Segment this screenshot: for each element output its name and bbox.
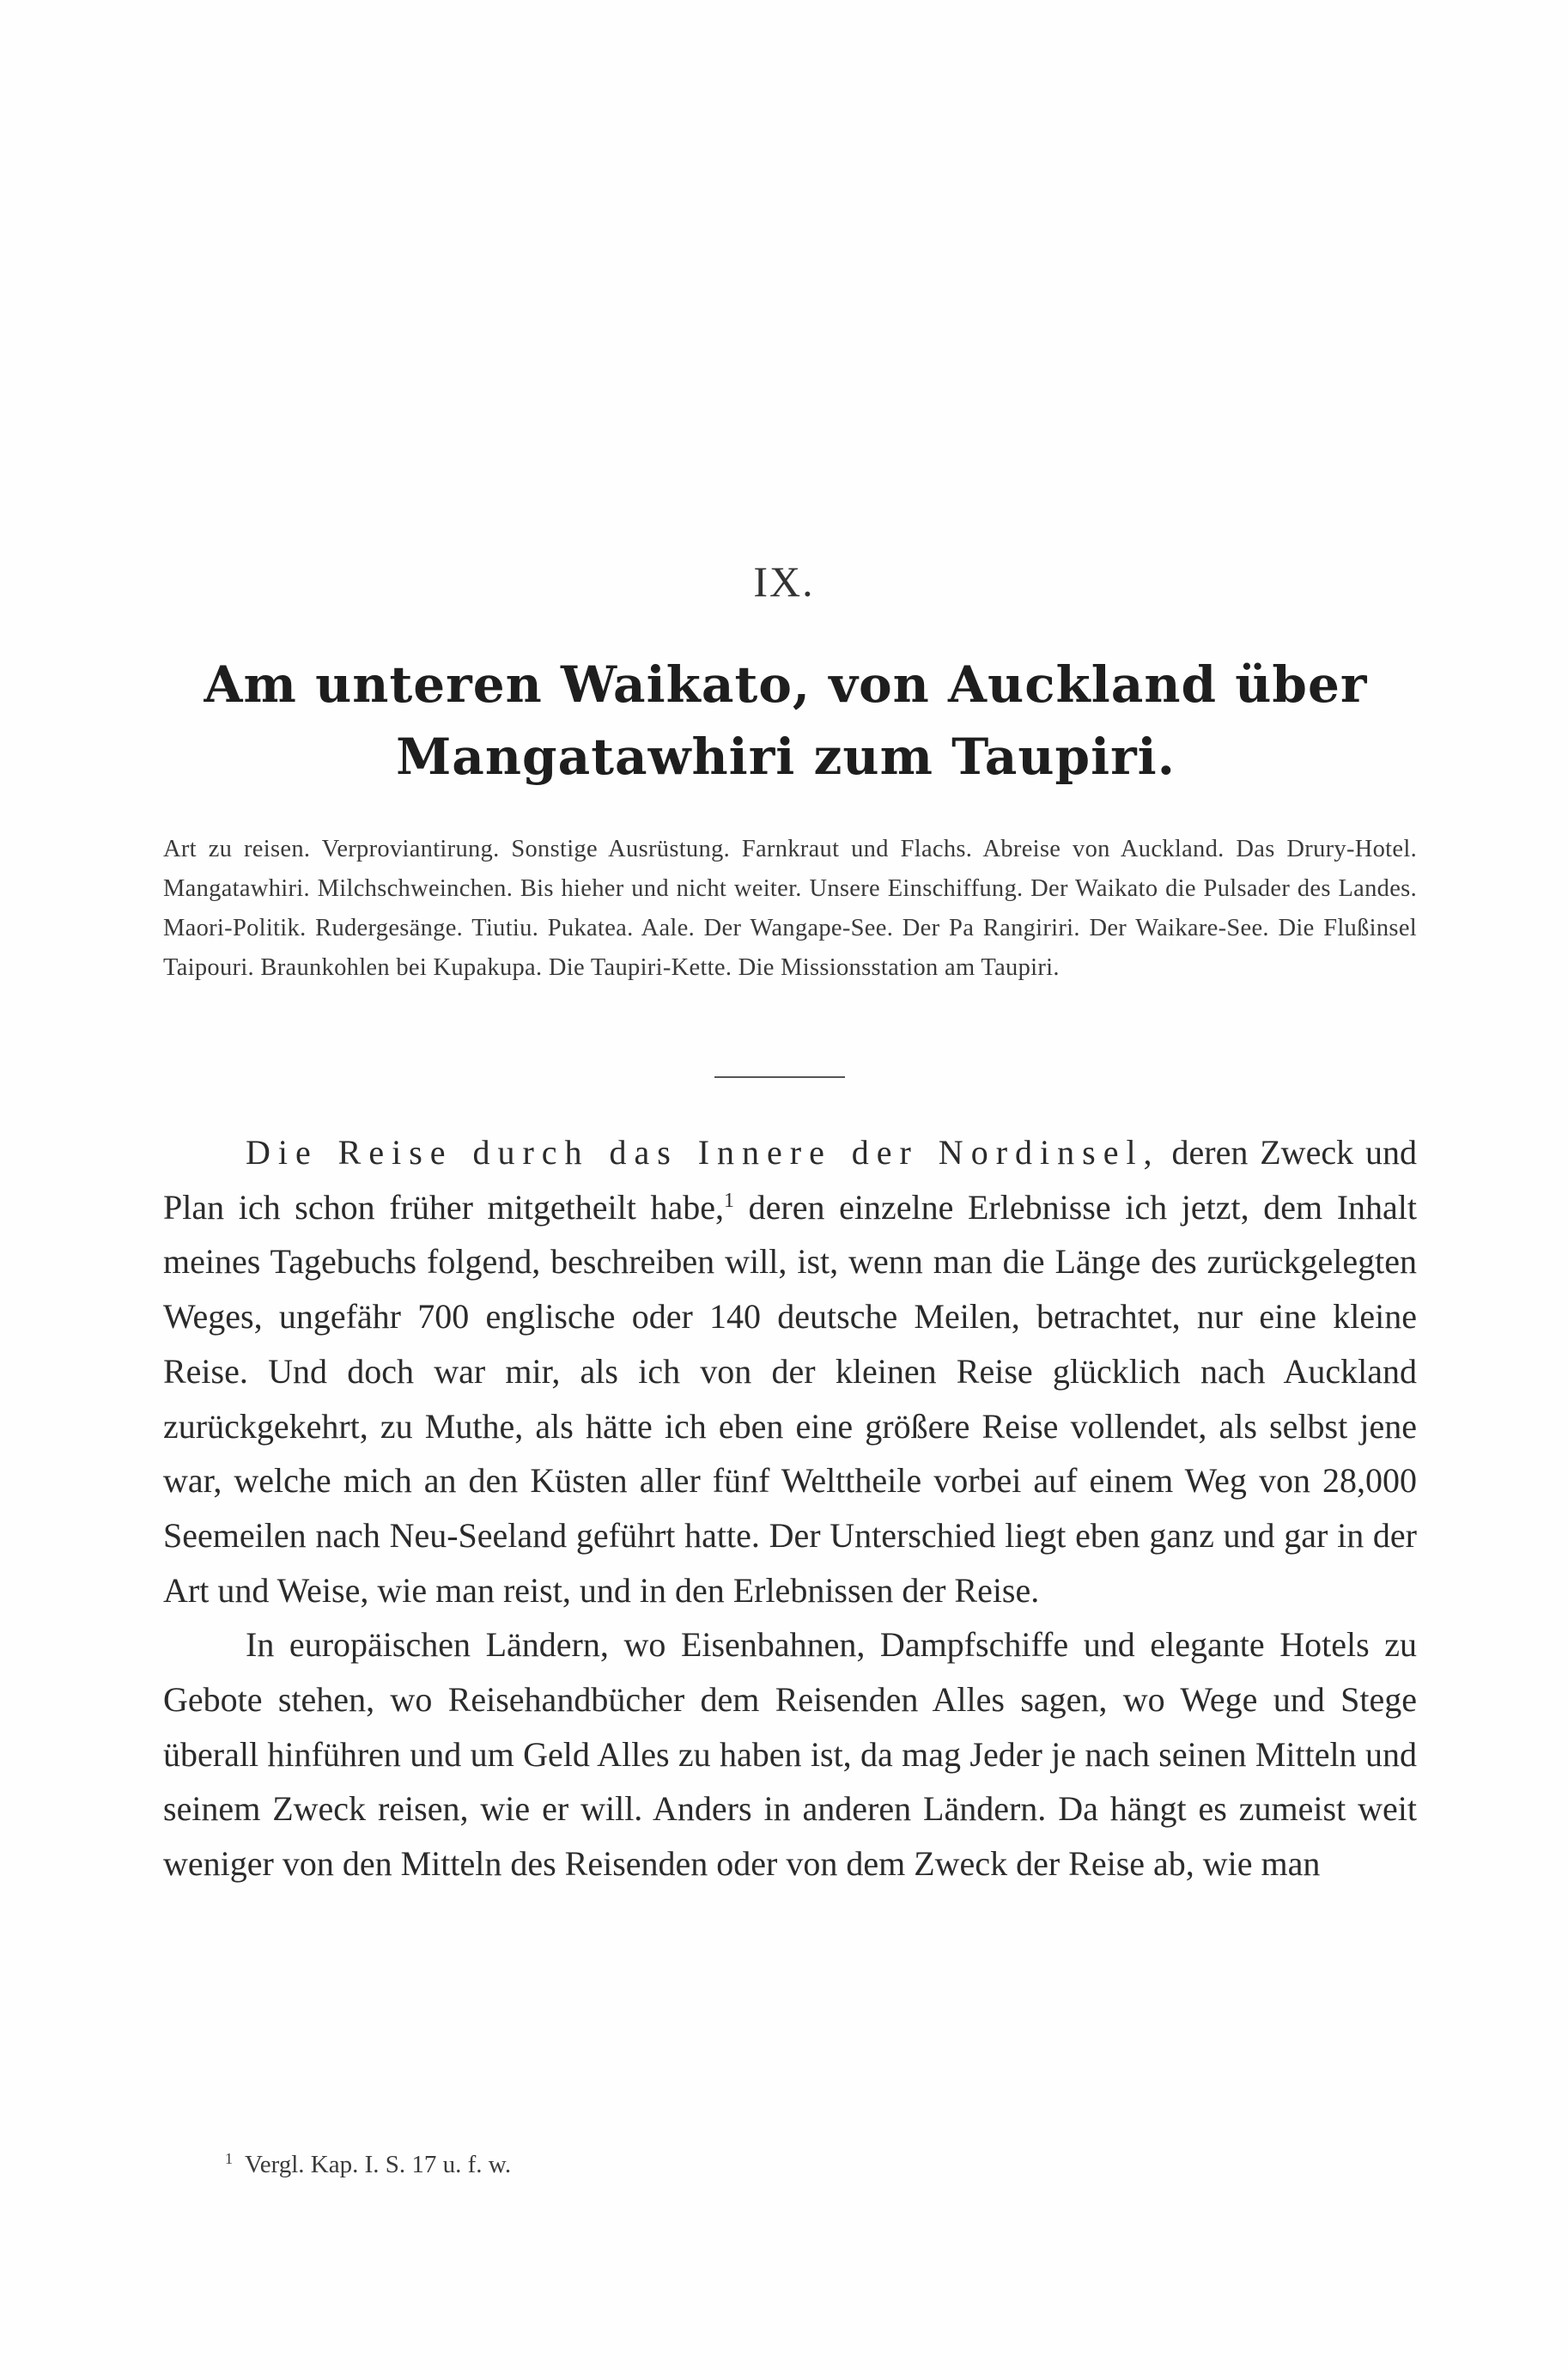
footnote (225, 2147, 1419, 2182)
paragraph-1-text-a: deren Zweck und Plan ich schon früher mitgetheilt habe, (163, 1133, 1418, 1227)
paragraph-2: In europäischen Ländern, wo Eisenbahnen, Dampfschiffe und elegante Hotels zu Gebote stehen, wo Reisehandbücher dem Reisenden Alles sagen, wo Wege und Stege überall hinführen und um Geld Alles zu haben ist, da mag Jeder je nach seinen Mitteln und seinem Zweck reisen, wie er will. Anders in anderen Ländern. Da hängt es zumeist weit weniger von den Mitteln des Reisenden oder von dem Zweck der Reise ab, wie man (163, 1625, 1417, 1884)
paragraph-1 (163, 1125, 1417, 1617)
footnote-mark: 1 (225, 2150, 233, 2167)
footnote-reference: 1 (724, 1189, 734, 1212)
paragraph-1-text-b: deren einzelne Erlebnisse ich jetzt, dem Inhalt meines Tagebuchs folgend, beschreiben will, ist, wenn man die Länge des zurückgelegten Weges, ungefähr 700 englische oder 140 deutsche Meilen, betrachtet, nur eine kleine Reise. Und doch war mir, als ich von der kleinen Reise glücklich nach Auckland zurückgekehrt, zu Muthe, als hätte ich eben eine größere Reise vollendet, als selbst jene war, welche mich an den Küsten aller fünf Welttheile vorbei auf einem Weg von 28,000 Seemeilen nach Neu-Seeland geführt hatte. Der Unterschied liegt eben ganz und gar in der Art und Weise, wie man reist, und in den Erlebnissen der Reise. (163, 1187, 1418, 1610)
chapter-number: IX. (753, 557, 815, 606)
separator-rule (714, 1076, 845, 1078)
body-text (163, 1125, 1417, 1891)
chapter-title: Am unteren Waikato, von Auckland über Mangatawhiri zum Taupiri. (204, 655, 1368, 786)
chapter-summary: Art zu reisen. Verproviantirung. Sonstige Ausrüstung. Farnkraut und Flachs. Abreise von Auckland. Das Drury-Hotel. Mangatawhiri. Milchschweinchen. Bis hieher und nicht weiter. Unsere Einschiffung. Der Waikato die Pulsader des Landes. Maori-Politik. Rudergesänge. Tiutiu. Pukatea. Aale. Der Wangape-See. Der Pa Rangiriri. Der Waikare-See. Die Flußinsel Taipouri. Braunkohlen bei Kupakupa. Die Taupiri-Kette. Die Missionsstation am Taupiri. (163, 836, 1417, 981)
footnote-text: Vergl. Kap. I. S. 17 u. f. w. (245, 2151, 512, 2178)
paragraph-1-spaced-opening: Die Reise durch das Innere der Nordinsel, (246, 1133, 1160, 1172)
